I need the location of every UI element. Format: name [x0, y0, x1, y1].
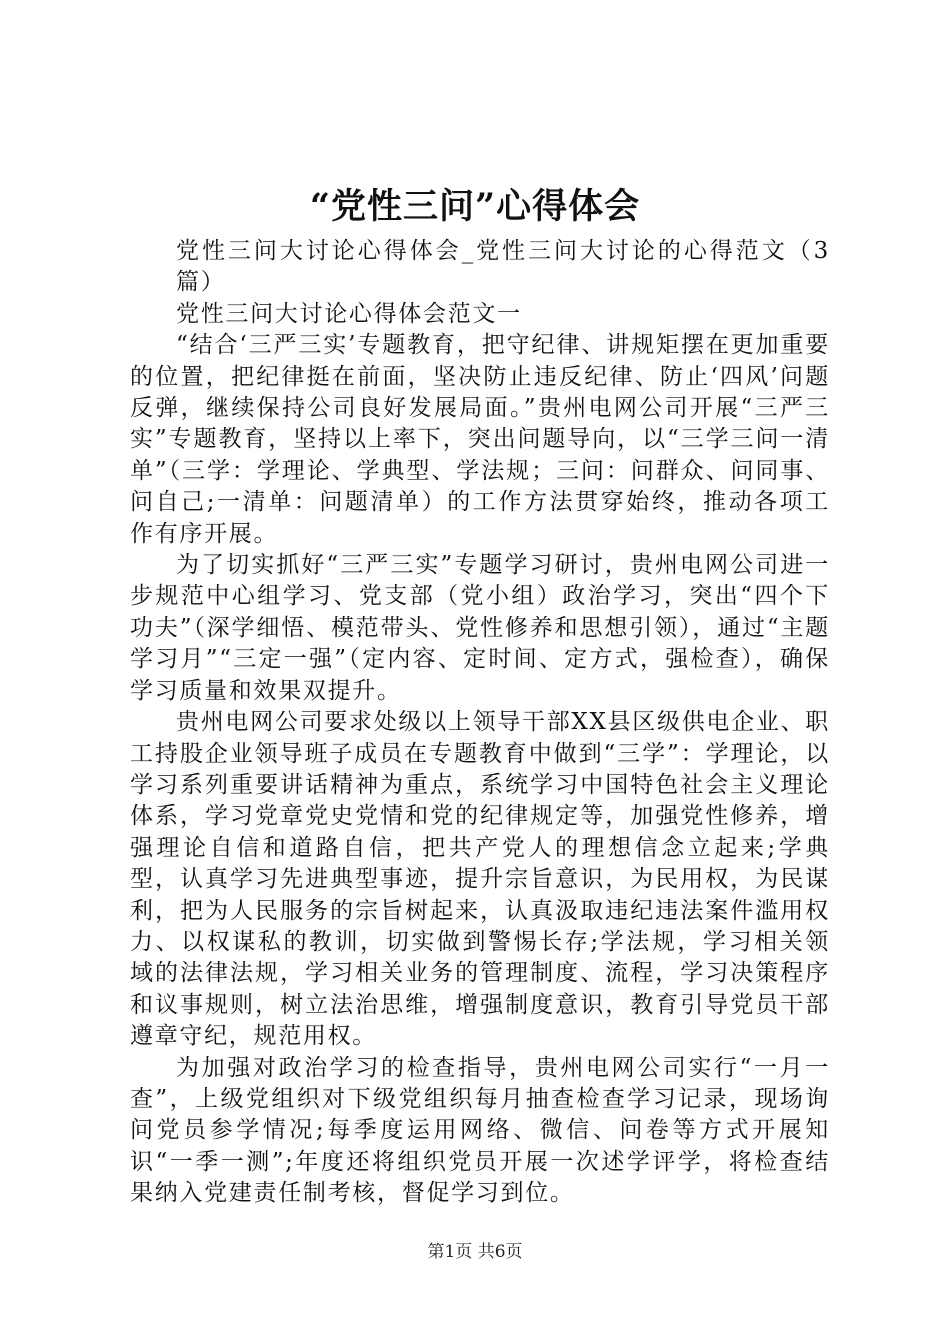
page-number-footer: 第1页 共6页 [427, 1242, 523, 1262]
section-heading: 党性三问大讨论心得体会范文一 [176, 300, 522, 327]
document-title: “党性三问”心得体会 [309, 186, 641, 227]
document-body [130, 236, 830, 1210]
body-paragraph: “结合‘三严三实’专题教育，把守纪律、讲规矩摆在更加重要的位置，把纪律挺在前面，坚决防止违反纪律、防止‘四风’问题反弹，继续保持公司良好发展局面。”贵州电网公司开展“三严三实”专题教育，坚持以上率下，突出问题导向，以“三学三问一清单”（三学：学理论、学典型、学法规；三问：问群众、问同事、问自己;一清单：问题清单）的工作方法贯穿始终，推动各项工作有序开展。 [130, 332, 830, 547]
body-paragraph: 为了切实抓好“三严三实”专题学习研讨，贵州电网公司进一步规范中心组学习、党支部（党小组）政治学习，突出“四个下功夫”（深学细悟、模范带头、党性修养和思想引领），通过“主题学习月”“三定一强”（定内容、定时间、定方式，强检查），确保学习质量和效果双提升。 [130, 552, 830, 704]
body-paragraph: 为加强对政治学习的检查指导，贵州电网公司实行“一月一查”，上级党组织对下级党组织每月抽查检查学习记录，现场询问党员参学情况;每季度运用网络、微信、问卷等方式开展知识“一季一测”;年度还将组织党员开展一次述学评学，将检查结果纳入党建责任制考核，督促学习到位。 [130, 1054, 830, 1207]
document-subtitle: 党性三问大讨论心得体会_党性三问大讨论的心得范文（3篇） [176, 238, 830, 296]
body-paragraph: 贵州电网公司要求处级以上领导干部XX县区级供电企业、职工持股企业领导班子成员在专题教育中做到“三学”：学理论，以学习系列重要讲话精神为重点，系统学习中国特色社会主义理论体系，学习党章党史党情和党的纪律规定等，加强党性修养，增强理论自信和道路自信，把共产党人的理想信念立起来;学典型，认真学习先进典型事迹，提升宗旨意识，为民用权，为民谋利，把为人民服务的宗旨树起来，认真汲取违纪违法案件滥用权力、以权谋私的教训，切实做到警惕长存;学法规，学习相关领域的法律法规，学习相关业务的管理制度、流程，学习决策程序和议事规则，树立法治思维，增强制度意识，教育引导党员干部遵章守纪，规范用权。 [130, 709, 830, 1050]
